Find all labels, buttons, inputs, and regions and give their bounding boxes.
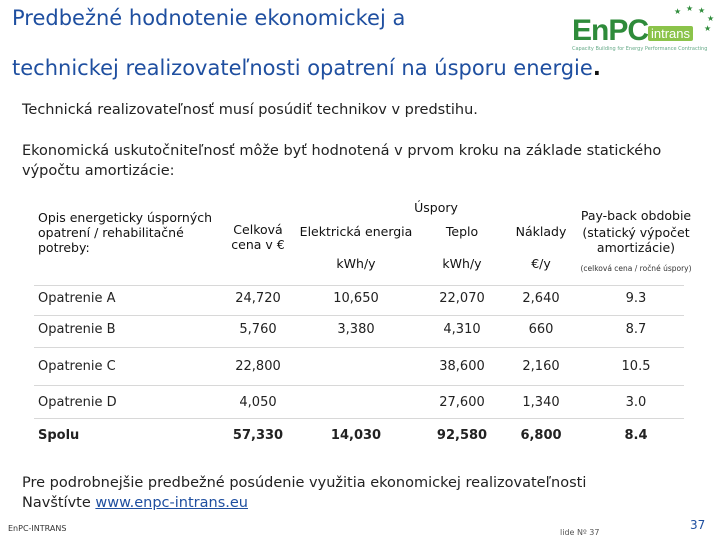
table-divider (34, 347, 684, 348)
header-payback-note: (celková cena / ročné úspory) (580, 264, 692, 273)
row-costs: 660 (528, 322, 554, 337)
slide-title-line2-text: technickej realizovateľnosti opatrení na úsporu energie (12, 56, 593, 80)
row-heat: 22,070 (439, 291, 485, 306)
header-total-cost: Celková cena v € (231, 222, 285, 252)
row-total: 24,720 (235, 291, 281, 306)
visit-label: Navštívte (22, 495, 91, 511)
enpc-intrans-logo (570, 4, 718, 60)
eu-stars-icon (668, 4, 716, 34)
header-payback: Pay-back obdobie (580, 208, 692, 223)
row-payback: 3.0 (625, 395, 647, 410)
row-heat: 4,310 (443, 322, 481, 337)
unit-heat: kWh/y (442, 256, 482, 271)
row-heat: 27,600 (439, 395, 485, 410)
economic-feasibility-text: Ekonomická uskutočniteľnosť môže byť hodnotená v prvom kroku na základe statického výpočtu amortizácie: (22, 143, 662, 179)
row-electric: 3,380 (337, 322, 375, 337)
slide-title-period: . (592, 56, 601, 80)
header-electric-energy: Elektrická energia (299, 224, 413, 239)
more-info-line1: Pre podrobnejšie predbežné posúdenie využitia ekonomickej realizovateľnosti (22, 475, 587, 491)
row-electric: 10,650 (333, 291, 379, 306)
svg-text:★: ★ (707, 14, 715, 23)
svg-text:★: ★ (704, 24, 712, 33)
table-divider (34, 315, 684, 316)
header-savings: Úspory (414, 200, 458, 215)
unit-costs: €/y (531, 256, 551, 271)
row-costs: 1,340 (522, 395, 560, 410)
table-divider (34, 285, 684, 286)
logo-suffix: intrans (648, 26, 693, 41)
slide-title-line2 (12, 56, 601, 80)
row-total: 57,330 (232, 428, 284, 443)
row-name: Opatrenie A (38, 291, 116, 306)
footer-project-name: EnPC-INTRANS (8, 524, 67, 533)
row-electric: 14,030 (330, 428, 382, 443)
svg-text:★: ★ (674, 7, 682, 16)
footer-slide-label: lide Nº 37 (560, 528, 600, 537)
row-payback: 9.3 (625, 291, 647, 306)
logo-tagline: Capacity Building for Energy Performance Contracting (572, 46, 708, 52)
row-payback: 8.7 (625, 322, 647, 337)
row-costs: 2,160 (522, 359, 560, 374)
row-payback: 10.5 (621, 359, 651, 374)
row-costs: 2,640 (522, 291, 560, 306)
logo-brand: EnPC (572, 14, 649, 47)
row-name: Spolu (38, 428, 80, 443)
header-costs: Náklady (515, 224, 567, 239)
header-payback-sub: (statický výpočet amortizácie) (582, 225, 690, 255)
row-name: Opatrenie B (38, 322, 116, 337)
row-total: 4,050 (239, 395, 277, 410)
row-total: 5,760 (239, 322, 277, 337)
header-heat: Teplo (445, 224, 479, 239)
unit-electric: kWh/y (336, 256, 376, 271)
row-name: Opatrenie D (38, 395, 117, 410)
table-divider (34, 385, 684, 386)
row-payback: 8.4 (624, 428, 648, 443)
slide-title-line1: Predbežné hodnotenie ekonomickej a (12, 6, 406, 30)
table-divider (34, 418, 684, 419)
website-link[interactable]: www.enpc-intrans.eu (95, 495, 248, 511)
header-description: Opis energeticky úsporných opatrení / rehabilitačné potreby: (38, 210, 213, 255)
row-total: 22,800 (235, 359, 281, 374)
row-heat: 38,600 (439, 359, 485, 374)
row-costs: 6,800 (520, 428, 562, 443)
technical-feasibility-text: Technická realizovateľnosť musí posúdiť technikov v predstihu. (22, 102, 478, 118)
page-number: 37 (690, 518, 706, 532)
more-info-line2 (22, 493, 702, 513)
row-heat: 92,580 (436, 428, 488, 443)
svg-text:★: ★ (698, 6, 706, 15)
row-name: Opatrenie C (38, 359, 116, 374)
svg-text:★: ★ (686, 4, 694, 13)
more-info-text (22, 473, 702, 513)
